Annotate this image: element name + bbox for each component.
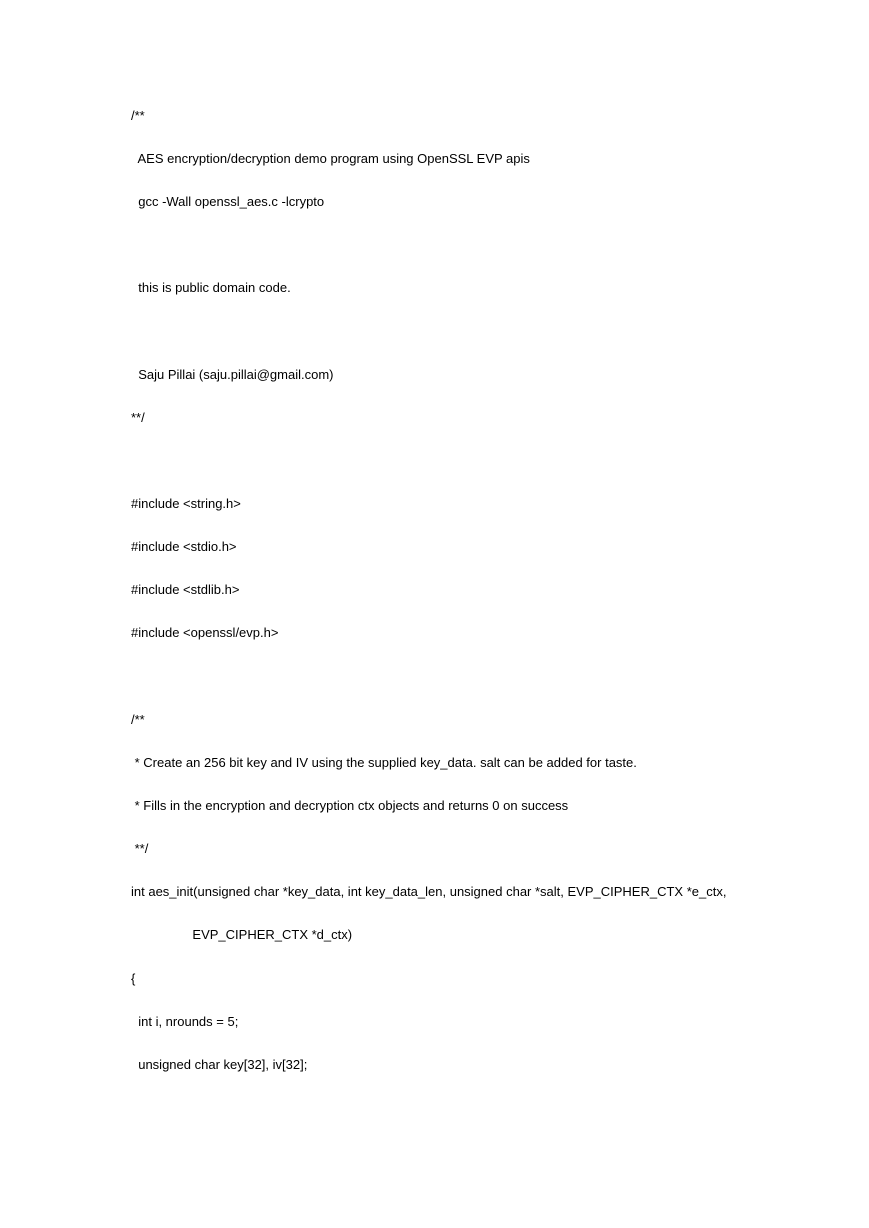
function-signature-continued: EVP_CIPHER_CTX *d_ctx): [131, 927, 353, 942]
include-stdlib: #include <stdlib.h>: [131, 582, 240, 597]
comment-author: Saju Pillai (saju.pillai@gmail.com): [131, 367, 334, 382]
comment-compile-command: gcc -Wall openssl_aes.c -lcrypto: [131, 194, 325, 209]
doc-comment-close: **/: [131, 841, 149, 856]
variable-declaration-key-iv: unsigned char key[32], iv[32];: [131, 1057, 308, 1072]
include-stdio: #include <stdio.h>: [131, 539, 237, 554]
comment-description: AES encryption/decryption demo program using OpenSSL EVP apis: [131, 151, 530, 166]
include-string: #include <string.h>: [131, 496, 241, 511]
variable-declaration-int: int i, nrounds = 5;: [131, 1014, 239, 1029]
doc-comment-line-2: * Fills in the encryption and decryption ctx objects and returns 0 on success: [131, 798, 569, 813]
include-openssl-evp: #include <openssl/evp.h>: [131, 625, 279, 640]
function-signature: int aes_init(unsigned char *key_data, int key_data_len, unsigned char *salt, EVP_CIPHER_CTX *e_ctx,: [131, 884, 727, 899]
doc-comment-line-1: * Create an 256 bit key and IV using the supplied key_data. salt can be added for taste.: [131, 755, 637, 770]
comment-close: **/: [131, 410, 145, 425]
doc-comment-open: /**: [131, 712, 145, 727]
open-brace: {: [131, 971, 136, 986]
comment-license: this is public domain code.: [131, 280, 291, 295]
comment-open: /**: [131, 108, 145, 123]
